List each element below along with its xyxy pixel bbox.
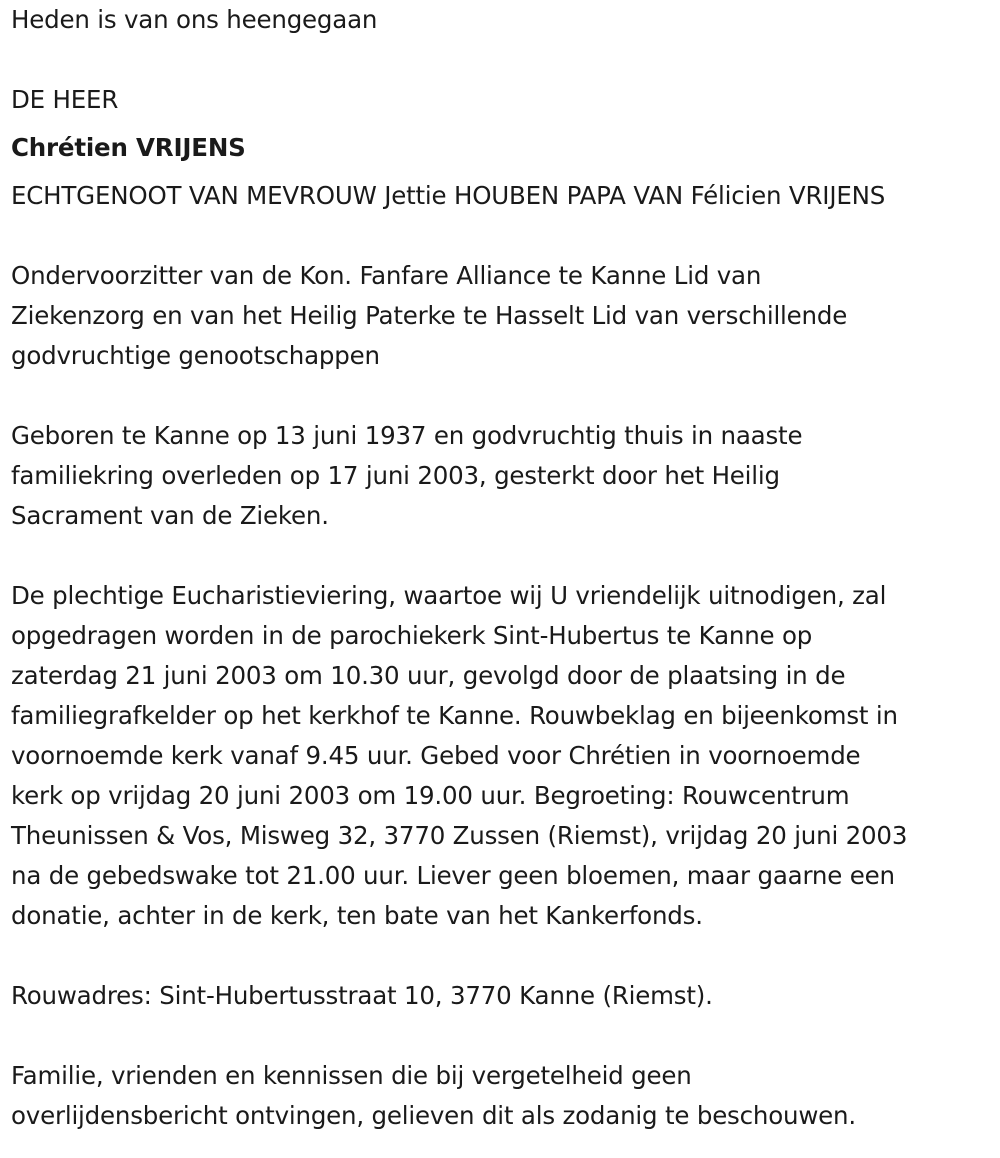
ceremony-line: voornoemde kerk vanaf 9.45 uur. Gebed voor Chrétien in voornoemde (11, 741, 861, 770)
obituary-notice (11, 0, 996, 1136)
intro-text: Heden is van ons heengegaan (11, 5, 378, 34)
mourning-address: Rouwadres: Sint-Hubertusstraat 10, 3770 Kanne (Riemst). (11, 981, 713, 1010)
ceremony-line: zaterdag 21 juni 2003 om 10.30 uur, gevolgd door de plaatsing in de (11, 661, 846, 690)
ceremony-line: familiegrafkelder op het kerkhof te Kanne. Rouwbeklag en bijeenkomst in (11, 701, 898, 730)
functions-line: godvruchtige genootschappen (11, 341, 380, 370)
functions-paragraph (11, 256, 996, 376)
honorific-title: DE HEER (11, 85, 119, 114)
ceremony-line: opgedragen worden in de parochiekerk Sint-Hubertus te Kanne op (11, 621, 813, 650)
birth-death-paragraph (11, 416, 996, 536)
birth-death-line: Sacrament van de Zieken. (11, 501, 329, 530)
deceased-name: Chrétien VRIJENS (11, 133, 246, 162)
ceremony-paragraph (11, 576, 996, 936)
closing-line: overlijdensbericht ontvingen, gelieven dit als zodanig te beschouwen. (11, 1101, 856, 1130)
ceremony-line: kerk op vrijdag 20 juni 2003 om 19.00 uur. Begroeting: Rouwcentrum (11, 781, 850, 810)
closing-paragraph (11, 1056, 996, 1136)
closing-line: Familie, vrienden en kennissen die bij vergetelheid geen (11, 1061, 692, 1090)
birth-death-line: Geboren te Kanne op 13 juni 1937 en godvruchtig thuis in naaste (11, 421, 803, 450)
family-relations: ECHTGENOOT VAN MEVROUW Jettie HOUBEN PAPA VAN Félicien VRIJENS (11, 181, 886, 210)
birth-death-line: familiekring overleden op 17 juni 2003, gesterkt door het Heilig (11, 461, 780, 490)
ceremony-line: Theunissen & Vos, Misweg 32, 3770 Zussen (Riemst), vrijdag 20 juni 2003 (11, 821, 908, 850)
functions-line: Ondervoorzitter van de Kon. Fanfare Alliance te Kanne Lid van (11, 261, 762, 290)
ceremony-line: na de gebedswake tot 21.00 uur. Liever geen bloemen, maar gaarne een (11, 861, 895, 890)
functions-line: Ziekenzorg en van het Heilig Paterke te Hasselt Lid van verschillende (11, 301, 848, 330)
ceremony-line: donatie, achter in de kerk, ten bate van het Kankerfonds. (11, 901, 703, 930)
ceremony-line: De plechtige Eucharistieviering, waartoe wij U vriendelijk uitnodigen, zal (11, 581, 887, 610)
